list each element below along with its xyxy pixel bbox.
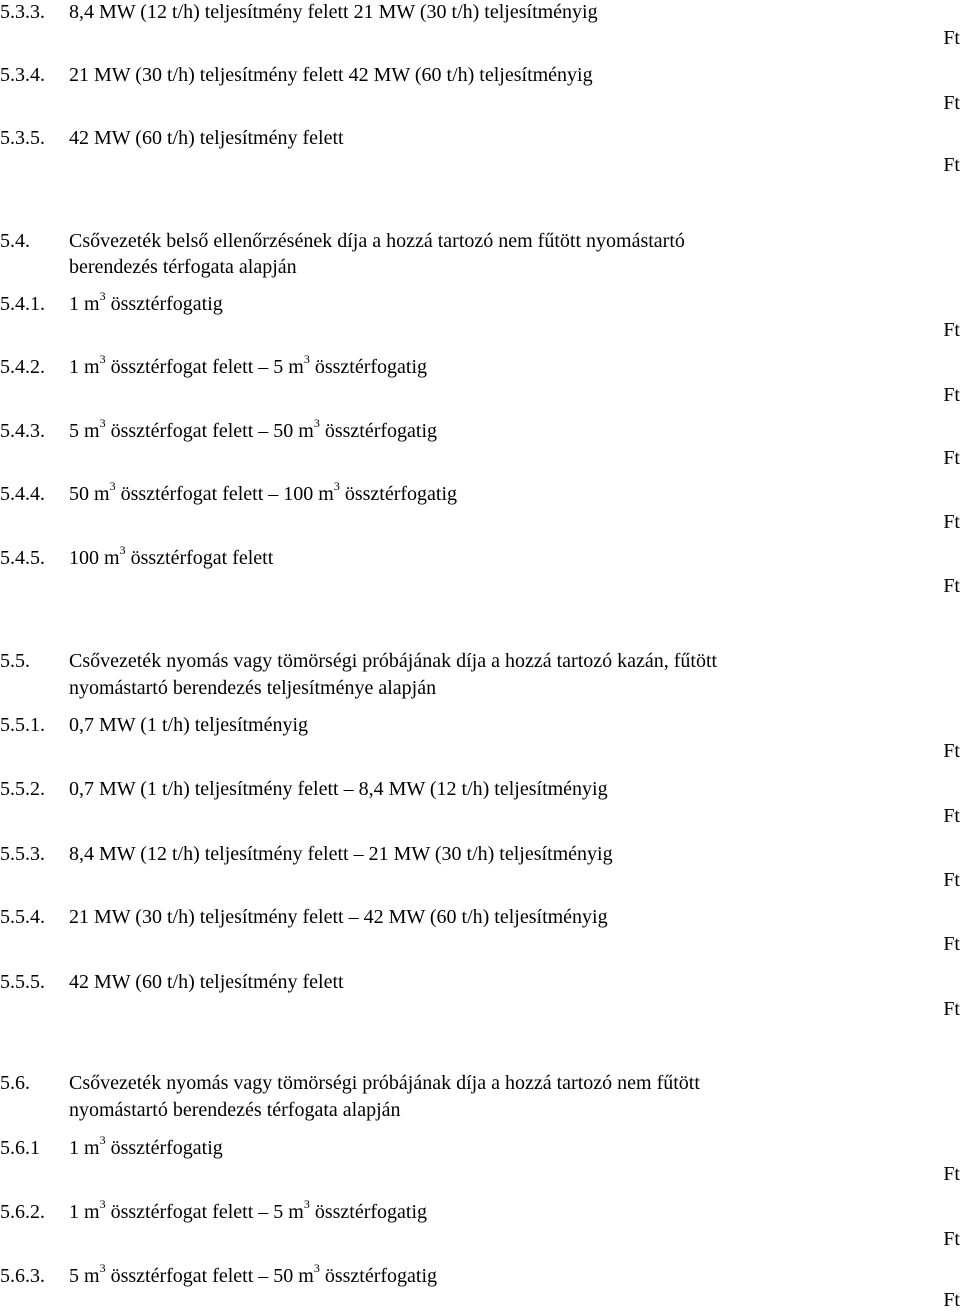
item-number: 5.4.3. (0, 420, 45, 442)
item-number: 5.5.3. (0, 843, 45, 865)
section-number: 5.6. (0, 1072, 30, 1094)
item-number: 5.5.1. (0, 714, 45, 736)
item-number: 5.6.3. (0, 1265, 45, 1287)
item-description: 8,4 MW (12 t/h) teljesítmény felett – 21 MW (30 t/h) teljesítményig (69, 843, 613, 865)
item-description: 1 $m^3$ össztérfogat felett – 5 $m^3$ össztérfogatig (69, 1197, 428, 1223)
currency-label: Ft (943, 1163, 960, 1185)
item-description: 1 $m^3$ össztérfogatig (69, 289, 223, 315)
item-number: 5.4.2. (0, 356, 45, 378)
item-description: 50 $m^3$ össztérfogat felett – 100 $m^3$ össztérfogatig (69, 479, 458, 505)
currency-label: Ft (943, 575, 960, 597)
item-description: 1 $m^3$ össztérfogat felett – 5 $m^3$ össztérfogatig (69, 352, 428, 378)
section-number: 5.4. (0, 230, 30, 252)
item-number: 5.5.2. (0, 778, 45, 800)
item-description: 5 $m^3$ össztérfogat felett – 50 $m^3$ össztérfogatig (69, 1261, 438, 1287)
currency-label: Ft (943, 319, 960, 341)
item-number: 5.5.4. (0, 906, 45, 928)
currency-label: Ft (943, 1289, 960, 1311)
item-number: 5.4.5. (0, 547, 45, 569)
section-number: 5.5. (0, 650, 30, 672)
item-number: 5.3.5. (0, 127, 45, 149)
item-number: 5.3.3. (0, 1, 45, 23)
currency-label: Ft (943, 933, 960, 955)
section-title-line2: berendezés térfogata alapján (69, 256, 297, 278)
currency-label: Ft (943, 154, 960, 176)
item-number: 5.6.2. (0, 1201, 45, 1223)
item-description: 5 $m^3$ össztérfogat felett – 50 $m^3$ össztérfogatig (69, 416, 438, 442)
item-description: 42 MW (60 t/h) teljesítmény felett (69, 127, 344, 149)
item-number: 5.5.5. (0, 971, 45, 993)
currency-label: Ft (943, 869, 960, 891)
currency-label: Ft (943, 92, 960, 114)
currency-label: Ft (943, 511, 960, 533)
currency-label: Ft (943, 27, 960, 49)
item-description: 42 MW (60 t/h) teljesítmény felett (69, 971, 344, 993)
section-title-line1: Csővezeték nyomás vagy tömörségi próbájának díja a hozzá tartozó nem fűtött (69, 1072, 700, 1094)
currency-label: Ft (943, 740, 960, 762)
item-description: 21 MW (30 t/h) teljesítmény felett – 42 MW (60 t/h) teljesítményig (69, 906, 608, 928)
item-description: 0,7 MW (1 t/h) teljesítmény felett – 8,4 MW (12 t/h) teljesítményig (69, 778, 608, 800)
item-number: 5.4.1. (0, 293, 45, 315)
currency-label: Ft (943, 998, 960, 1020)
item-number: 5.4.4. (0, 483, 45, 505)
section-title-line1: Csővezeték belső ellenőrzésének díja a hozzá tartozó nem fűtött nyomástartó (69, 230, 685, 252)
section-title-line2: nyomástartó berendezés teljesítménye alapján (69, 677, 437, 699)
item-description: 0,7 MW (1 t/h) teljesítményig (69, 714, 309, 736)
section-title-line1: Csővezeték nyomás vagy tömörségi próbájának díja a hozzá tartozó kazán, fűtött (69, 650, 718, 672)
currency-label: Ft (943, 805, 960, 827)
item-description: 1 $m^3$ össztérfogatig (69, 1133, 223, 1159)
currency-label: Ft (943, 384, 960, 406)
currency-label: Ft (943, 447, 960, 469)
currency-label: Ft (943, 1228, 960, 1250)
item-number: 5.6.1 (0, 1137, 40, 1159)
item-description: 8,4 MW (12 t/h) teljesítmény felett 21 MW (30 t/h) teljesítményig (69, 1, 598, 23)
item-description: 100 $m^3$ össztérfogat felett (69, 543, 274, 569)
item-description: 21 MW (30 t/h) teljesítmény felett 42 MW (60 t/h) teljesítményig (69, 64, 593, 86)
section-title-line2: nyomástartó berendezés térfogata alapján (69, 1099, 401, 1121)
item-number: 5.3.4. (0, 64, 45, 86)
